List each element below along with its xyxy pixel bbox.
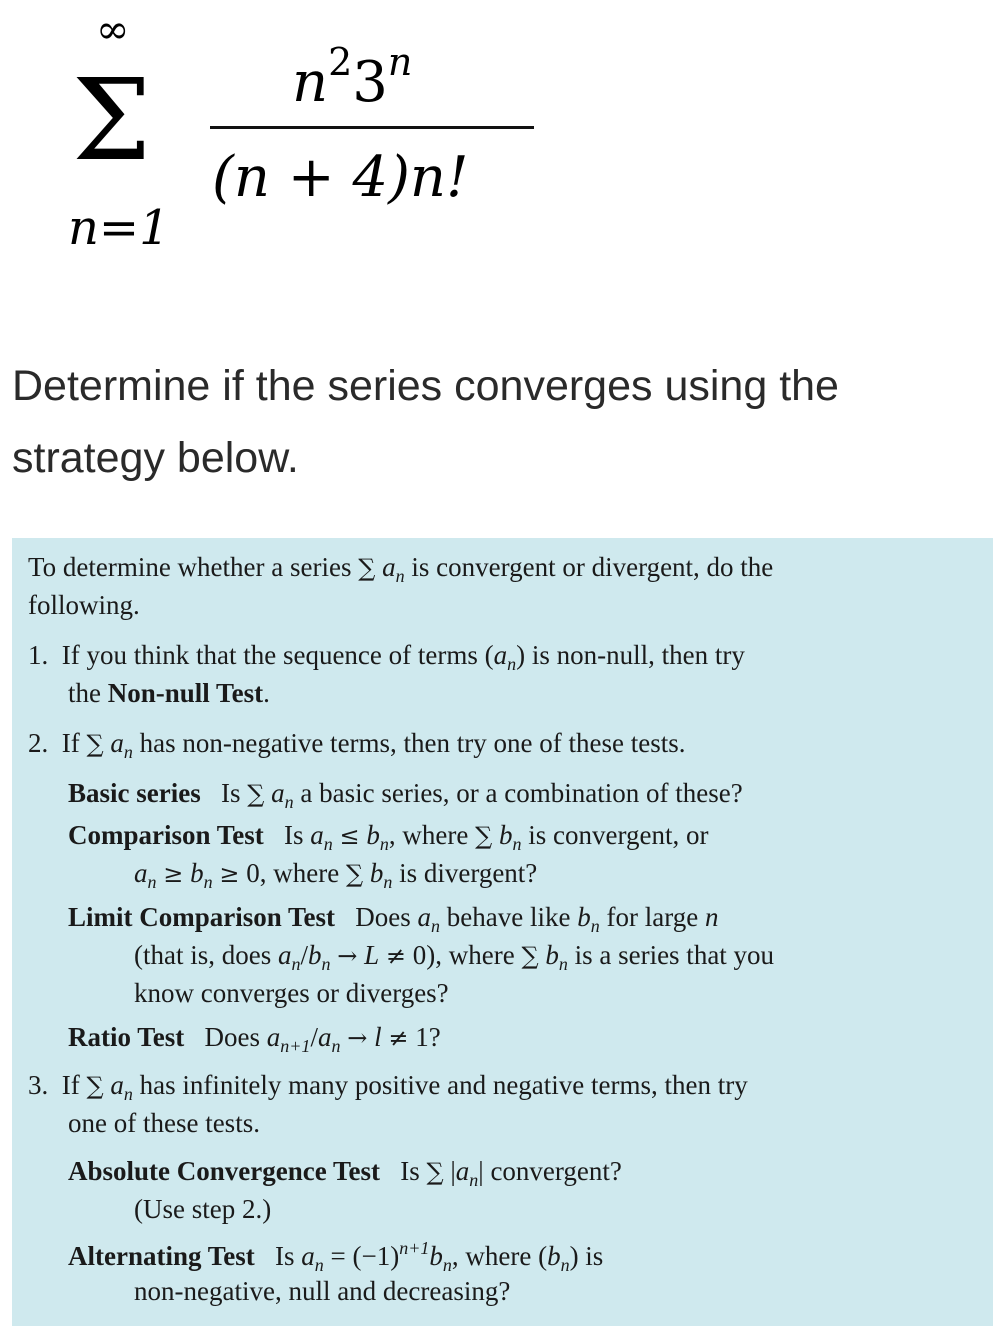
lct-text-6: is a series that you xyxy=(567,940,775,970)
basic-series-line: Basic series Is ∑ $a_n$ a basic series, or a combination of these? xyxy=(68,778,743,812)
abs-line-1: Absolute Convergence Test Is ∑ $|a_n|$ convergent? xyxy=(68,1156,622,1190)
numerator-exponent-n: n xyxy=(387,40,413,84)
step-3-line-1: 3. If ∑ $a_n$ has infinitely many positive and negative terms, then try xyxy=(28,1070,748,1104)
lct-text: Does xyxy=(355,902,418,932)
alternating-test-title: Alternating Test xyxy=(68,1241,255,1271)
step-1-text: If you think that the sequence of terms ( xyxy=(61,640,494,670)
step-2-text: If xyxy=(61,728,87,758)
lct-line-1: Limit Comparison Test Does $a_n$ behave like $b_n$ for large n xyxy=(68,902,719,936)
basic-text: Is xyxy=(220,778,248,808)
comparison-line-2: $a_n \ge b_n \ge 0$, where ∑ $b_n$ is divergent? xyxy=(134,858,538,892)
question-line-1: Determine if the series converges using the xyxy=(12,362,839,410)
intro-line-1: To determine whether a series ∑ $a_n$ is convergent or divergent, do the xyxy=(28,552,774,586)
step-3-line-2: one of these tests. xyxy=(68,1108,260,1138)
limit-comparison-title: Limit Comparison Test xyxy=(68,902,336,932)
abs-line-2: (Use step 2.) xyxy=(134,1194,272,1224)
numerator-base-n: n xyxy=(292,50,329,115)
alt-text-3: ) is xyxy=(569,1241,604,1271)
comp-text: Is xyxy=(284,820,311,850)
intro-text: To determine whether a series xyxy=(28,552,359,582)
lct-text-5: ), where xyxy=(426,940,522,970)
intro-text-2: is convergent or divergent, do the xyxy=(404,552,774,582)
absolute-convergence-title: Absolute Convergence Test xyxy=(68,1156,380,1186)
sigma-symbol: Σ xyxy=(72,56,152,186)
step-3-number: 3. xyxy=(28,1070,49,1100)
step-2-number: 2. xyxy=(28,728,49,758)
question-text xyxy=(12,350,997,494)
comparison-test-title: Comparison Test xyxy=(68,820,264,850)
step-1-line-2 xyxy=(68,678,270,709)
step-1-text-3: the xyxy=(68,678,108,708)
alt-line-2: non-negative, null and decreasing? xyxy=(134,1276,511,1306)
alt-text: Is xyxy=(275,1241,302,1271)
denominator: (n + 4)n! xyxy=(212,145,469,210)
step-1-number: 1. xyxy=(28,640,49,670)
step-2-line: 2. If ∑ $a_n$ has non-negative terms, then try one of these tests. xyxy=(28,728,686,762)
lower-limit: n=1 xyxy=(68,200,170,256)
alt-line-1: Alternating Test Is $a_n = (-1)^{n+1}b_n$, where $(b_n)$ is xyxy=(68,1238,604,1275)
comp-text-5: is divergent? xyxy=(392,858,538,888)
strategy-box xyxy=(12,538,993,1326)
lct-line-2: (that is, does $a_n/b_n \to L \ne 0$), where ∑ $b_n$ is a series that you xyxy=(134,940,775,974)
step-3-text-2: has infinitely many positive and negative terms, then try xyxy=(132,1070,748,1100)
comparison-line-1: Comparison Test Is $a_n \le b_n$, where ∑ $b_n$ is convergent, or xyxy=(68,820,709,854)
abs-text-2: convergent? xyxy=(483,1156,622,1186)
non-null-test-label: Non-null Test xyxy=(107,678,264,708)
ratio-text: Does xyxy=(204,1022,267,1052)
lct-text-3: for large xyxy=(599,902,705,932)
intro-line-2: following. xyxy=(28,590,140,620)
basic-series-title: Basic series xyxy=(68,778,201,808)
step-1-line-1: 1. If you think that the sequence of terms $(a_n)$ is non-null, then try xyxy=(28,640,745,674)
numerator-base-3: 3 xyxy=(352,50,388,115)
ratio-test-title: Ratio Test xyxy=(68,1022,185,1052)
fraction-bar xyxy=(210,126,534,129)
step-3-text: If xyxy=(61,1070,87,1100)
lct-line-3: know converges or diverges? xyxy=(134,978,449,1008)
comp-text-4: , where xyxy=(259,858,346,888)
numerator-exponent-2: 2 xyxy=(328,40,353,84)
infinity-symbol: ∞ xyxy=(96,7,130,53)
step-1-text-2: ) is non-null, then try xyxy=(516,640,745,670)
ratio-line: Ratio Test Does $a_{n+1}/a_n \to l \ne 1$? xyxy=(68,1022,441,1056)
lct-text-2: behave like xyxy=(440,902,578,932)
comp-text-3: is convergent, or xyxy=(521,820,709,850)
lct-text-4: (that is, does xyxy=(134,940,278,970)
step-2-text-2: has non-negative terms, then try one of these tests. xyxy=(132,728,686,758)
alt-text-2: , where ( xyxy=(451,1241,548,1271)
basic-text-2: a basic series, or a combination of these? xyxy=(293,778,743,808)
series-formula xyxy=(0,0,1005,290)
comp-text-2: , where xyxy=(388,820,476,850)
abs-text: Is xyxy=(400,1156,427,1186)
numerator xyxy=(292,26,412,119)
question-line-2: strategy below. xyxy=(12,434,299,482)
step-1-period: . xyxy=(263,678,270,708)
ratio-text-2: ? xyxy=(428,1022,441,1052)
